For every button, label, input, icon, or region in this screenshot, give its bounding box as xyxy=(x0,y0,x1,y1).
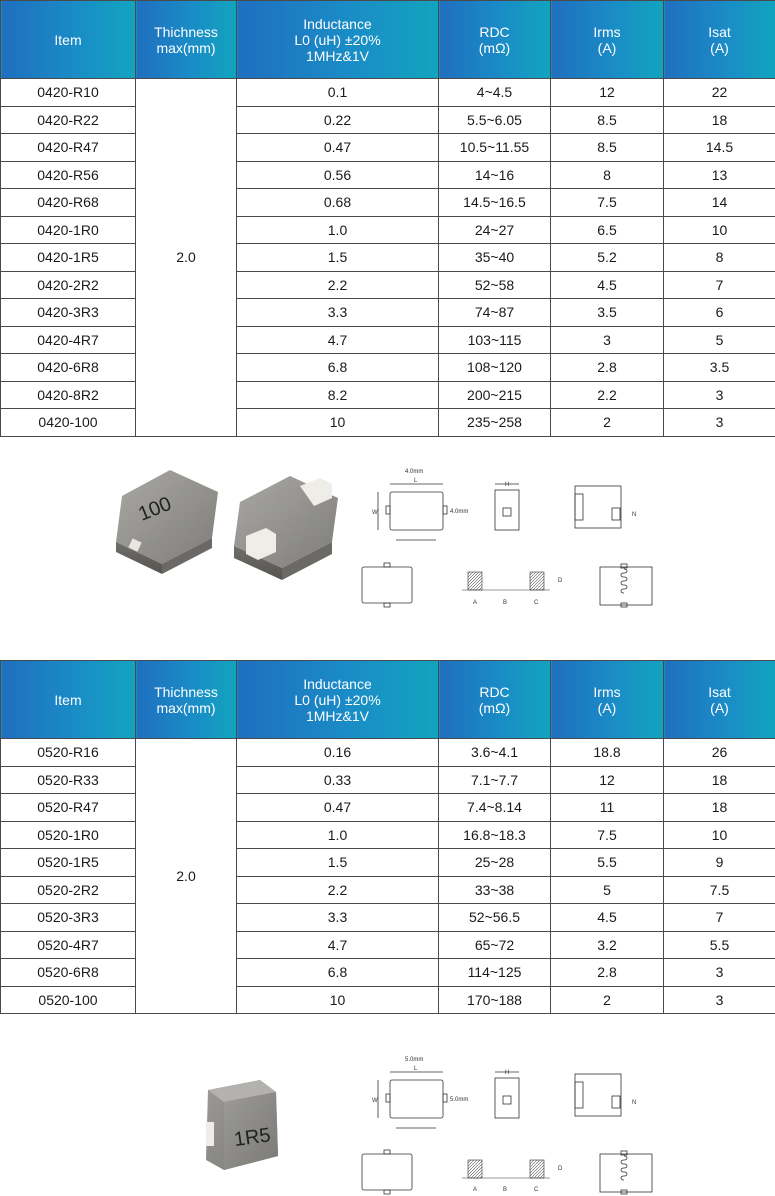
cell-item: 0420-2R2 xyxy=(1,271,136,299)
cell-irms: 8.5 xyxy=(551,106,664,134)
header-rdc: RDC (mΩ) xyxy=(439,661,551,739)
cell-item: 0520-1R0 xyxy=(1,821,136,849)
drawing-footprint xyxy=(462,1160,563,1193)
cell-item: 0420-R22 xyxy=(1,106,136,134)
cell-item: 0520-R47 xyxy=(1,794,136,822)
cell-irms: 11 xyxy=(551,794,664,822)
cell-rdc: 3.6~4.1 xyxy=(439,739,551,767)
cell-isat: 18 xyxy=(664,794,775,822)
cell-irms: 8 xyxy=(551,161,664,189)
cell-irms: 3 xyxy=(551,326,664,354)
cell-inductance: 10 xyxy=(237,409,439,437)
cell-isat: 3 xyxy=(664,409,775,437)
cell-irms: 6.5 xyxy=(551,216,664,244)
cell-inductance: 6.8 xyxy=(237,354,439,382)
cell-item: 0420-R68 xyxy=(1,189,136,217)
cell-inductance: 1.0 xyxy=(237,216,439,244)
cell-rdc: 170~188 xyxy=(439,986,551,1014)
drawing-side-view xyxy=(495,1070,519,1118)
cell-rdc: 14.5~16.5 xyxy=(439,189,551,217)
header-item: Item xyxy=(1,661,136,739)
cell-item: 0420-R10 xyxy=(1,79,136,107)
cell-rdc: 235~258 xyxy=(439,409,551,437)
cell-item: 0420-8R2 xyxy=(1,381,136,409)
dim-d-label: D xyxy=(558,1166,563,1172)
cell-item: 0520-R33 xyxy=(1,766,136,794)
cell-inductance: 1.0 xyxy=(237,821,439,849)
cell-isat: 5 xyxy=(664,326,775,354)
cell-item: 0520-4R7 xyxy=(1,931,136,959)
table-row xyxy=(1,354,775,382)
cell-rdc: 114~125 xyxy=(439,959,551,987)
cell-isat: 5.5 xyxy=(664,931,775,959)
part-marking: 1R5 xyxy=(232,1124,273,1152)
header-isat: Isat (A) xyxy=(664,1,775,79)
cell-isat: 6 xyxy=(664,299,775,327)
dim-n-label: N xyxy=(632,1100,637,1106)
table-row xyxy=(1,189,775,217)
cell-isat: 3 xyxy=(664,986,775,1014)
cell-rdc: 108~120 xyxy=(439,354,551,382)
dim-d-label: D xyxy=(558,578,563,584)
dim-n-label: N xyxy=(632,512,637,518)
header-thickness: Thichness max(mm) xyxy=(136,1,237,79)
table-row xyxy=(1,79,775,107)
cell-item: 0520-6R8 xyxy=(1,959,136,987)
table-row xyxy=(1,271,775,299)
drawing-footprint xyxy=(462,572,563,606)
dim-side-label: 5.0mm xyxy=(450,1097,469,1103)
cell-isat: 22 xyxy=(664,79,775,107)
spec-table-0520 xyxy=(0,660,775,1014)
dim-l-label: L xyxy=(414,1066,418,1072)
header-item: Item xyxy=(1,1,136,79)
cell-irms: 2 xyxy=(551,409,664,437)
drawing-bottom-view xyxy=(362,563,412,607)
dim-c-label: C xyxy=(534,600,539,606)
header-irms: Irms (A) xyxy=(551,661,664,739)
cell-irms: 4.5 xyxy=(551,271,664,299)
cell-isat: 3 xyxy=(664,381,775,409)
cell-item: 0520-100 xyxy=(1,986,136,1014)
table-row xyxy=(1,931,775,959)
cell-irms: 7.5 xyxy=(551,189,664,217)
cell-irms: 2.2 xyxy=(551,381,664,409)
cell-item: 0520-1R5 xyxy=(1,849,136,877)
cell-irms: 12 xyxy=(551,79,664,107)
cell-item: 0420-R56 xyxy=(1,161,136,189)
table-body xyxy=(1,739,775,1014)
cell-isat: 7 xyxy=(664,271,775,299)
cell-item: 0520-2R2 xyxy=(1,876,136,904)
cell-inductance: 4.7 xyxy=(237,931,439,959)
cell-isat: 7 xyxy=(664,904,775,932)
cell-isat: 18 xyxy=(664,766,775,794)
cell-irms: 5 xyxy=(551,876,664,904)
dim-c-label: C xyxy=(534,1187,539,1193)
cell-inductance: 0.33 xyxy=(237,766,439,794)
cell-irms: 18.8 xyxy=(551,739,664,767)
inductor-photo-front xyxy=(116,470,218,574)
cell-rdc: 25~28 xyxy=(439,849,551,877)
cell-item: 0420-100 xyxy=(1,409,136,437)
cell-rdc: 5.5~6.05 xyxy=(439,106,551,134)
cell-isat: 10 xyxy=(664,821,775,849)
cell-isat: 10 xyxy=(664,216,775,244)
cell-isat: 9 xyxy=(664,849,775,877)
header-rdc: RDC (mΩ) xyxy=(439,1,551,79)
table-row xyxy=(1,326,775,354)
cell-rdc: 4~4.5 xyxy=(439,79,551,107)
cell-irms: 2 xyxy=(551,986,664,1014)
cell-irms: 2.8 xyxy=(551,959,664,987)
cell-irms: 8.5 xyxy=(551,134,664,162)
cell-item: 0520-R16 xyxy=(1,739,136,767)
dim-h-label: H xyxy=(505,482,510,488)
cell-rdc: 200~215 xyxy=(439,381,551,409)
cell-isat: 13 xyxy=(664,161,775,189)
inductor-photo-back xyxy=(234,476,338,580)
cell-rdc: 65~72 xyxy=(439,931,551,959)
cell-item: 0420-1R0 xyxy=(1,216,136,244)
cell-inductance: 0.16 xyxy=(237,739,439,767)
cell-inductance: 2.2 xyxy=(237,271,439,299)
cell-rdc: 52~58 xyxy=(439,271,551,299)
drawing-coil-view xyxy=(600,564,652,607)
table-row xyxy=(1,216,775,244)
header-irms: Irms (A) xyxy=(551,1,664,79)
cell-rdc: 24~27 xyxy=(439,216,551,244)
part-marking: 100 xyxy=(135,492,175,526)
cell-inductance: 0.68 xyxy=(237,189,439,217)
header-inductance: Inductance L0 (uH) ±20% 1MHz&1V xyxy=(237,1,439,79)
drawing-land-view xyxy=(575,1074,636,1116)
table-row xyxy=(1,106,775,134)
table-row xyxy=(1,161,775,189)
header-thickness: Thichness max(mm) xyxy=(136,661,237,739)
cell-inductance: 10 xyxy=(237,986,439,1014)
drawing-coil-view xyxy=(600,1151,652,1194)
part-figure-0520 xyxy=(100,1048,680,1196)
cell-rdc: 103~115 xyxy=(439,326,551,354)
drawing-land-view xyxy=(575,486,636,528)
cell-inductance: 2.2 xyxy=(237,876,439,904)
part-figure-0420 xyxy=(100,456,680,616)
cell-isat: 18 xyxy=(664,106,775,134)
cell-inductance: 8.2 xyxy=(237,381,439,409)
cell-rdc: 14~16 xyxy=(439,161,551,189)
cell-irms: 4.5 xyxy=(551,904,664,932)
table-row xyxy=(1,299,775,327)
cell-inductance: 3.3 xyxy=(237,904,439,932)
drawing-bottom-view xyxy=(362,1150,412,1194)
cell-rdc: 7.4~8.14 xyxy=(439,794,551,822)
table-row xyxy=(1,904,775,932)
cell-thickness: 2.0 xyxy=(136,739,237,1014)
cell-rdc: 33~38 xyxy=(439,876,551,904)
table-row xyxy=(1,739,775,767)
dim-w-label: W xyxy=(372,1098,378,1104)
cell-rdc: 52~56.5 xyxy=(439,904,551,932)
cell-irms: 3.5 xyxy=(551,299,664,327)
cell-inductance: 3.3 xyxy=(237,299,439,327)
table-row xyxy=(1,849,775,877)
cell-item: 0420-4R7 xyxy=(1,326,136,354)
table-row xyxy=(1,821,775,849)
dim-a-label: A xyxy=(473,1187,478,1193)
cell-item: 0420-1R5 xyxy=(1,244,136,272)
table-row xyxy=(1,381,775,409)
cell-irms: 5.5 xyxy=(551,849,664,877)
cell-irms: 7.5 xyxy=(551,821,664,849)
dim-h-label: H xyxy=(505,1070,510,1076)
cell-irms: 12 xyxy=(551,766,664,794)
header-inductance: Inductance L0 (uH) ±20% 1MHz&1V xyxy=(237,661,439,739)
cell-item: 0420-6R8 xyxy=(1,354,136,382)
cell-rdc: 7.1~7.7 xyxy=(439,766,551,794)
cell-rdc: 74~87 xyxy=(439,299,551,327)
table-row xyxy=(1,766,775,794)
dim-top-label: 4.0mm xyxy=(405,469,424,475)
dim-side-label: 4.0mm xyxy=(450,509,469,515)
cell-rdc: 10.5~11.55 xyxy=(439,134,551,162)
cell-inductance: 1.5 xyxy=(237,849,439,877)
cell-item: 0420-3R3 xyxy=(1,299,136,327)
cell-isat: 14 xyxy=(664,189,775,217)
cell-isat: 3 xyxy=(664,959,775,987)
cell-inductance: 0.47 xyxy=(237,794,439,822)
dim-l-label: L xyxy=(414,478,418,484)
cell-inductance: 1.5 xyxy=(237,244,439,272)
cell-isat: 3.5 xyxy=(664,354,775,382)
header-isat: Isat (A) xyxy=(664,661,775,739)
dim-w-label: W xyxy=(372,510,378,516)
drawing-top-view xyxy=(372,1057,468,1128)
table-row xyxy=(1,409,775,437)
cell-thickness: 2.0 xyxy=(136,79,237,437)
table-row xyxy=(1,134,775,162)
table-row xyxy=(1,986,775,1014)
drawing-side-view xyxy=(495,482,519,530)
table-row xyxy=(1,244,775,272)
cell-item: 0420-R47 xyxy=(1,134,136,162)
cell-isat: 8 xyxy=(664,244,775,272)
inductor-photo-front xyxy=(206,1080,278,1170)
cell-isat: 26 xyxy=(664,739,775,767)
cell-rdc: 16.8~18.3 xyxy=(439,821,551,849)
cell-inductance: 0.1 xyxy=(237,79,439,107)
cell-isat: 7.5 xyxy=(664,876,775,904)
cell-irms: 3.2 xyxy=(551,931,664,959)
dim-b-label: B xyxy=(503,600,508,606)
cell-isat: 14.5 xyxy=(664,134,775,162)
table-row xyxy=(1,876,775,904)
drawing-top-view xyxy=(372,469,468,540)
cell-inductance: 0.47 xyxy=(237,134,439,162)
spec-table-0420 xyxy=(0,0,775,437)
cell-inductance: 0.56 xyxy=(237,161,439,189)
cell-item: 0520-3R3 xyxy=(1,904,136,932)
cell-irms: 2.8 xyxy=(551,354,664,382)
dim-b-label: B xyxy=(503,1187,508,1193)
cell-inductance: 4.7 xyxy=(237,326,439,354)
cell-irms: 5.2 xyxy=(551,244,664,272)
cell-inductance: 0.22 xyxy=(237,106,439,134)
cell-rdc: 35~40 xyxy=(439,244,551,272)
dim-a-label: A xyxy=(473,600,478,606)
table-row xyxy=(1,959,775,987)
table-row xyxy=(1,794,775,822)
dim-top-label: 5.0mm xyxy=(405,1057,424,1063)
cell-inductance: 6.8 xyxy=(237,959,439,987)
table-body xyxy=(1,79,775,437)
